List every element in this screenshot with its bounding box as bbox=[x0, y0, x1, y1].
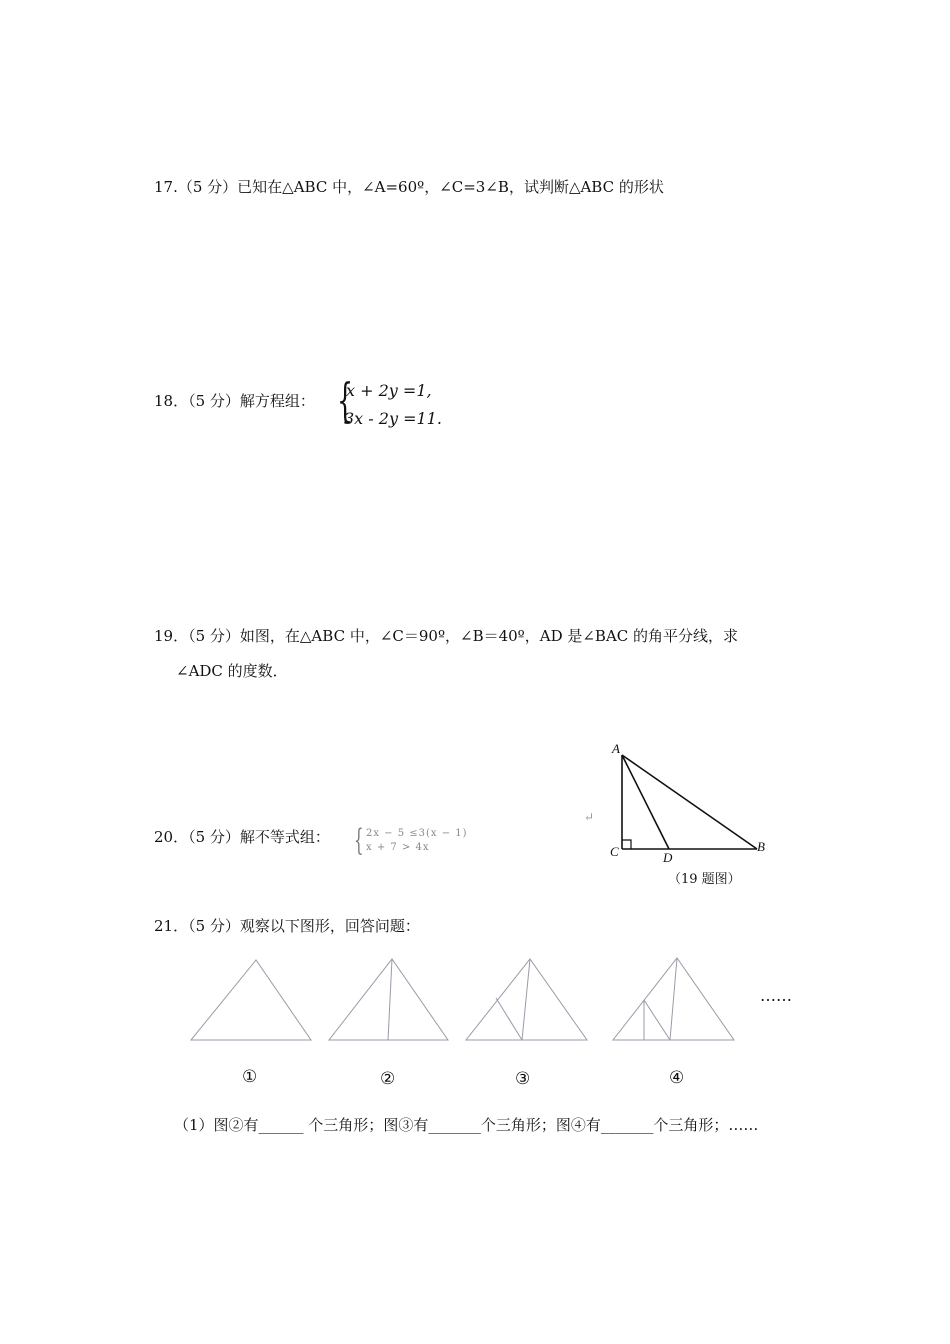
figure-19-caption: （19 题图） bbox=[668, 872, 741, 887]
figures-ellipsis: …… bbox=[760, 986, 792, 1005]
figure-label-2: ② bbox=[380, 1069, 396, 1089]
label-C: C bbox=[610, 844, 619, 859]
equation-1: x + 2y =1, bbox=[346, 381, 432, 400]
question-18-prefix: 18．（5 分）解方程组： bbox=[154, 392, 315, 410]
figure-label-1: ① bbox=[242, 1067, 258, 1087]
segment-figure-3b bbox=[496, 998, 522, 1040]
label-D: D bbox=[663, 850, 673, 865]
figure-label-3: ③ bbox=[515, 1069, 531, 1089]
segment-figure-2 bbox=[388, 959, 392, 1040]
question-17: 17.（5 分）已知在△ABC 中，∠A=60º，∠C=3∠B，试判断△ABC 的形状 bbox=[154, 178, 664, 196]
label-A: A bbox=[612, 741, 620, 756]
return-mark: ↵ bbox=[584, 810, 595, 824]
label-B: B bbox=[757, 839, 765, 854]
question-19-line1: 19．（5 分）如图，在△ABC 中，∠C＝90º，∠B＝40º，AD 是∠BAC 的角平分线，求 bbox=[154, 627, 739, 645]
segment-figure-3a bbox=[522, 959, 530, 1040]
question-21-prompt: 21．（5 分）观察以下图形，回答问题： bbox=[154, 917, 420, 935]
figure-label-4: ④ bbox=[669, 1068, 685, 1088]
segment-figure-4a bbox=[670, 958, 677, 1040]
inequality-2: x + 7 > 4x bbox=[366, 842, 430, 853]
inequality-1: 2x − 5 ≤3(x − 1) bbox=[366, 828, 468, 839]
segment-figure-4b bbox=[644, 1000, 670, 1040]
question-19-line2: ∠ADC 的度数． bbox=[176, 662, 288, 680]
triangle-figure-1 bbox=[191, 960, 311, 1040]
system-brace: { bbox=[337, 373, 354, 427]
question-21-sub1: （1）图②有______ 个三角形；图③有_______个三角形；图④有_______个三角形；…… bbox=[174, 1116, 759, 1134]
question-20-prefix: 20．（5 分）解不等式组： bbox=[154, 828, 330, 846]
inequality-brace: { bbox=[354, 823, 364, 858]
equation-2: 3x - 2y =11. bbox=[344, 409, 442, 428]
